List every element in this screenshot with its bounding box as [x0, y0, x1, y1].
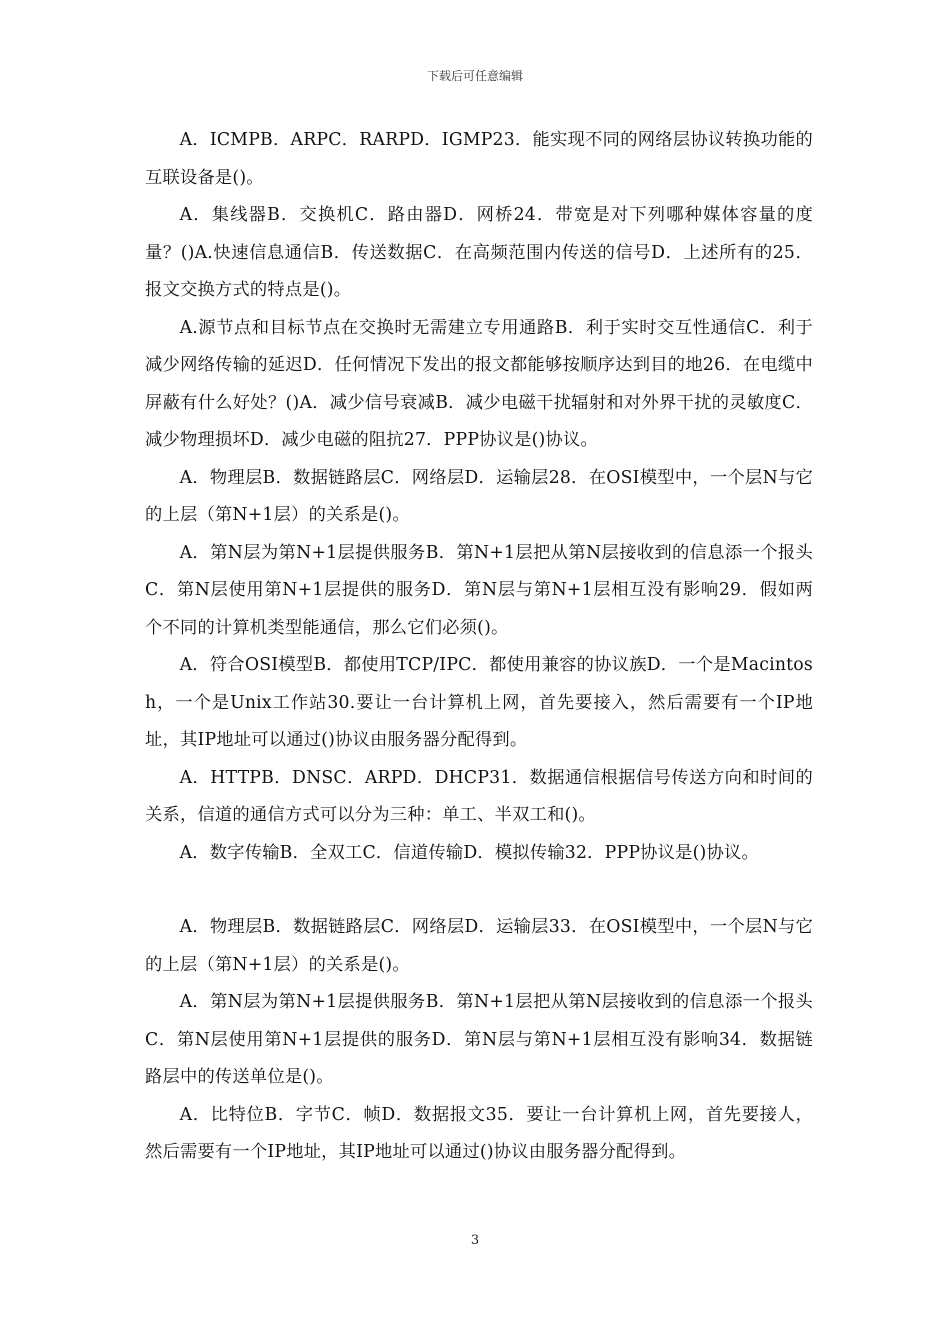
paragraph-10: A．第N层为第N+1层提供服务B．第N+1层把从第N层接收到的信息添一个报头C．第N层使用第N+1层提供的服务D．第N层与第N+1层相互没有影响34．数据链路层中的传送单位是()。	[145, 992, 813, 1087]
paragraph-6: A．符合OSI模型B．都使用TCP/IPC．都使用兼容的协议族D．一个是Macintosh，一个是Unix工作站30.要让一台计算机上网，首先要接入，然后需要有一个IP地址，其IP地址可以通过()协议由服务器分配得到。	[145, 655, 813, 750]
document-body	[145, 122, 813, 1172]
paragraph-9: A．物理层B．数据链路层C．网络层D．运输层33．在OSI模型中，一个层N与它的上层（第N+1层）的关系是()。	[145, 917, 813, 975]
paragraph-5: A．第N层为第N+1层提供服务B．第N+1层把从第N层接收到的信息添一个报头C．第N层使用第N+1层提供的服务D．第N层与第N+1层相互没有影响29．假如两个不同的计算机类型能通信，那么它们必须()。	[145, 542, 813, 638]
paragraph-7: A．HTTPB．DNSC．ARPD．DHCP31．数据通信根据信号传送方向和时间的关系，信道的通信方式可以分为三种：单工、半双工和()。	[145, 767, 813, 825]
paragraph-11: A．比特位B．字节C．帧D．数据报文35．要让一台计算机上网，首先要接人，然后需要有一个IP地址，其IP地址可以通过()协议由服务器分配得到。	[145, 1104, 813, 1162]
paragraph-2: A．集线器B．交换机C．路由器D．网桥24．带宽是对下列哪种媒体容量的度量？()A.快速信息通信B．传送数据C．在高频范围内传送的信号D．上述所有的25．报文交换方式的特点是()。	[145, 205, 813, 300]
paragraph-1: A．ICMPB．ARPC．RARPD．IGMP23．能实现不同的网络层协议转换功能的互联设备是()。	[145, 130, 813, 188]
blank-line	[145, 872, 813, 909]
paragraph-4: A．物理层B．数据链路层C．网络层D．运输层28．在OSI模型中，一个层N与它的上层（第N+1层）的关系是()。	[145, 467, 813, 525]
paragraph-3: A.源节点和目标节点在交换时无需建立专用通路B．利于实时交互性通信C．利于减少网络传输的延迟D．任何情况下发出的报文都能够按顺序达到目的地26．在电缆中屏蔽有什么好处？()A．减少信号衰减B．减少电磁干扰辐射和对外界干扰的灵敏度C．减少物理损坏D．减少电磁的阻抗27．PPP协议是()协议。	[145, 317, 813, 450]
paragraph-8: A．数字传输B．全双工C．信道传输D．模拟传输32．PPP协议是()协议。	[179, 842, 759, 863]
page-number: 3	[470, 1233, 480, 1248]
page-header: 下载后可任意编辑	[426, 69, 523, 83]
